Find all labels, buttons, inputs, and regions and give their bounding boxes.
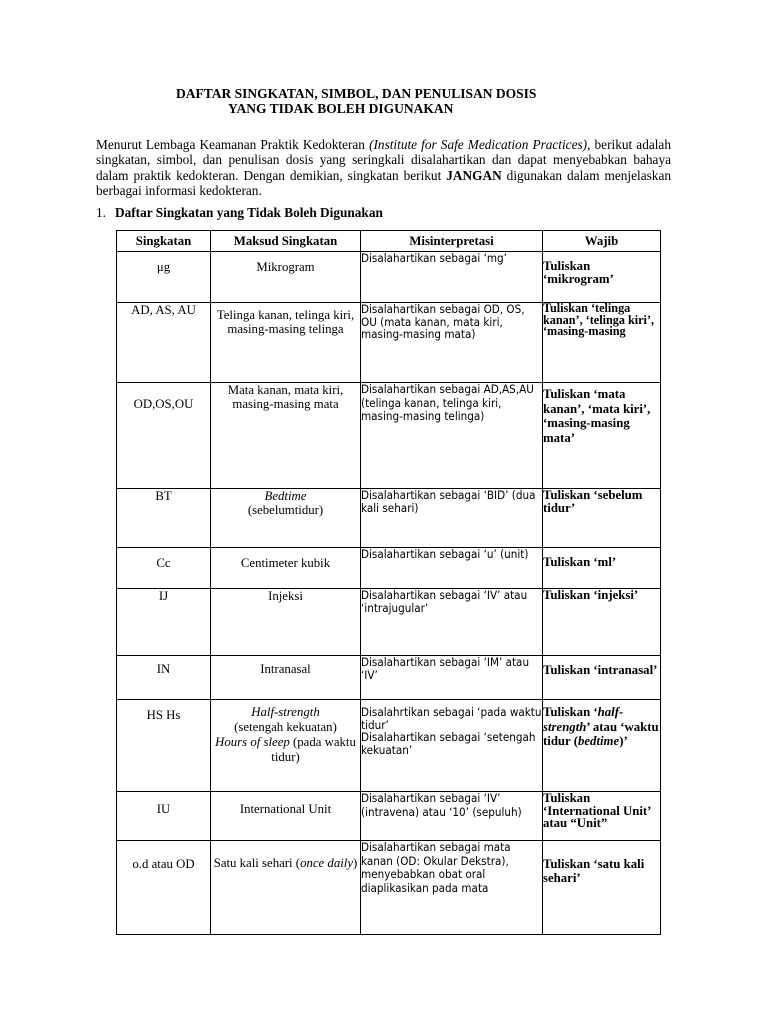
table-header-row	[117, 231, 661, 252]
intro-text-1: Menurut Lembaga Keamanan Praktik Kedokteran	[96, 137, 370, 152]
req-italic-1: half-strength	[543, 705, 624, 734]
section-heading	[96, 205, 383, 221]
meaning-italic-2: Hours of sleep	[215, 735, 290, 749]
req-text-1: Tuliskan ‘	[543, 705, 598, 719]
cell-abbr: IU	[117, 792, 211, 841]
cell-required: Tuliskan ‘telinga kanan’, ‘telinga kiri’, ‘masing-masing	[543, 303, 661, 383]
cell-required: Tuliskan ‘mata kanan’, ‘mata kiri’, ‘masing-masing mata’	[543, 383, 661, 489]
meaning-text-2: (pada waktu tidur)	[271, 735, 356, 764]
title-line-2: YANG TIDAK BOLEH DIGUNAKAN	[228, 101, 454, 116]
cell-abbr: μg	[117, 252, 211, 303]
cell-required: Tuliskan ‘sebelum tidur’	[543, 489, 661, 548]
meaning-italic: once daily	[300, 856, 354, 870]
intro-text-bold: JANGAN	[446, 167, 502, 183]
document-title	[0, 86, 768, 116]
meaning-italic-1: Half-strength	[251, 705, 320, 719]
table-row	[117, 589, 661, 656]
header-meaning: Maksud Singkatan	[211, 231, 361, 252]
header-required: Wajib	[543, 231, 661, 252]
table-row	[117, 252, 661, 303]
cell-abbr: BT	[117, 489, 211, 548]
cell-meaning: Telinga kanan, telinga kiri, masing-masing telinga	[211, 303, 361, 383]
cell-required: Tuliskan ‘International Unit’ atau “Unit”	[543, 792, 661, 841]
cell-abbr: IN	[117, 656, 211, 700]
meaning-text: (sebelumtidur)	[247, 503, 324, 517]
cell-misinterpretation: Disalahartikan sebagai mata kanan (OD: Okular Dekstra), menyebabkan obat oral diaplikasikan pada mata	[361, 841, 543, 935]
req-text-2: ’ atau ‘waktu tidur (	[543, 719, 659, 748]
cell-misinterpretation: Disalahartikan sebagai ‘BID’ (dua kali sehari)	[361, 489, 543, 548]
cell-required	[543, 700, 661, 792]
cell-required: Tuliskan ‘mikrogram’	[543, 252, 661, 303]
intro-text-italic: (Institute for Safe Medication Practices)	[369, 137, 588, 152]
cell-misinterpretation: Disalahartikan sebagai AD,AS,AU (telinga kanan, telinga kiri, masing-masing telinga)	[361, 383, 543, 489]
header-misinterpretation: Misinterpretasi	[361, 231, 543, 252]
table-row	[117, 841, 661, 935]
req-text-3: )’	[619, 734, 628, 748]
cell-abbr: OD,OS,OU	[117, 383, 211, 489]
cell-meaning	[211, 489, 361, 548]
table-row	[117, 303, 661, 383]
cell-abbr: IJ	[117, 589, 211, 656]
cell-misinterpretation: Disalahartikan sebagai ‘u’ (unit)	[361, 548, 543, 589]
cell-meaning: Injeksi	[211, 589, 361, 656]
table-row	[117, 656, 661, 700]
intro-text-3: digunakan dalam menjelaskan berbagai informasi kedokteran.	[96, 167, 671, 198]
cell-misinterpretation: Disalahartikan sebagai ‘IV’ atau ‘intrajugular’	[361, 589, 543, 656]
meaning-text: Satu kali sehari (	[213, 856, 301, 870]
section-title: Daftar Singkatan yang Tidak Boleh Digunakan	[114, 205, 383, 220]
req-italic-2: bedtime	[577, 734, 620, 748]
cell-abbr: o.d atau OD	[117, 841, 211, 935]
mis-text-2: Disalahartikan sebagai ‘setengah kekuatan’	[361, 730, 536, 757]
cell-abbr: HS Hs	[117, 700, 211, 792]
meaning-text-1: (setengah kekuatan)	[234, 720, 337, 734]
cell-misinterpretation: Disalahartikan sebagai ‘mg’	[361, 252, 543, 303]
intro-text-2: , berikut adalah singkatan, simbol, dan penulisan dosis yang seringkali disalahartikan dan dapat menyebabkan bahaya dalam praktik kedokteran. Dengan demikian, singkatan berikut	[96, 137, 671, 183]
cell-misinterpretation: Disalahartikan sebagai ‘IV’ (intravena) atau ‘10’ (sepuluh)	[361, 792, 543, 841]
cell-abbr: Cc	[117, 548, 211, 589]
mis-text-1: Disalahrtikan sebagai ‘pada waktu tidur’	[361, 705, 542, 732]
cell-misinterpretation: Disalahartikan sebagai ‘IM’ atau ‘IV’	[361, 656, 543, 700]
cell-meaning: Mikrogram	[211, 252, 361, 303]
cell-misinterpretation: Disalahartikan sebagai OD, OS, OU (mata kanan, mata kiri, masing-masing mata)	[361, 303, 543, 383]
cell-meaning: Mata kanan, mata kiri, masing-masing mata	[211, 383, 361, 489]
header-abbr: Singkatan	[117, 231, 211, 252]
meaning-end: )	[353, 856, 358, 870]
cell-meaning: International Unit	[211, 792, 361, 841]
table-row	[117, 700, 661, 792]
cell-meaning	[211, 700, 361, 792]
cell-meaning: Centimeter kubik	[211, 548, 361, 589]
meaning-italic: Bedtime	[264, 489, 307, 503]
cell-required: Tuliskan ‘injeksi’	[543, 589, 661, 656]
cell-meaning: Intranasal	[211, 656, 361, 700]
table-row	[117, 489, 661, 548]
cell-abbr: AD, AS, AU	[117, 303, 211, 383]
table-row	[117, 792, 661, 841]
cell-required: Tuliskan ‘satu kali sehari’	[543, 841, 661, 935]
table-row	[117, 548, 661, 589]
cell-required: Tuliskan ‘ml’	[543, 548, 661, 589]
abbreviation-table	[116, 230, 661, 935]
cell-meaning	[211, 841, 361, 935]
intro-paragraph	[96, 137, 671, 198]
cell-required: Tuliskan ‘intranasal’	[543, 656, 661, 700]
section-number: 1.	[96, 205, 106, 220]
cell-misinterpretation	[361, 700, 543, 792]
title-line-1: DAFTAR SINGKATAN, SIMBOL, DAN PENULISAN DOSIS	[176, 86, 537, 101]
table-row	[117, 383, 661, 489]
